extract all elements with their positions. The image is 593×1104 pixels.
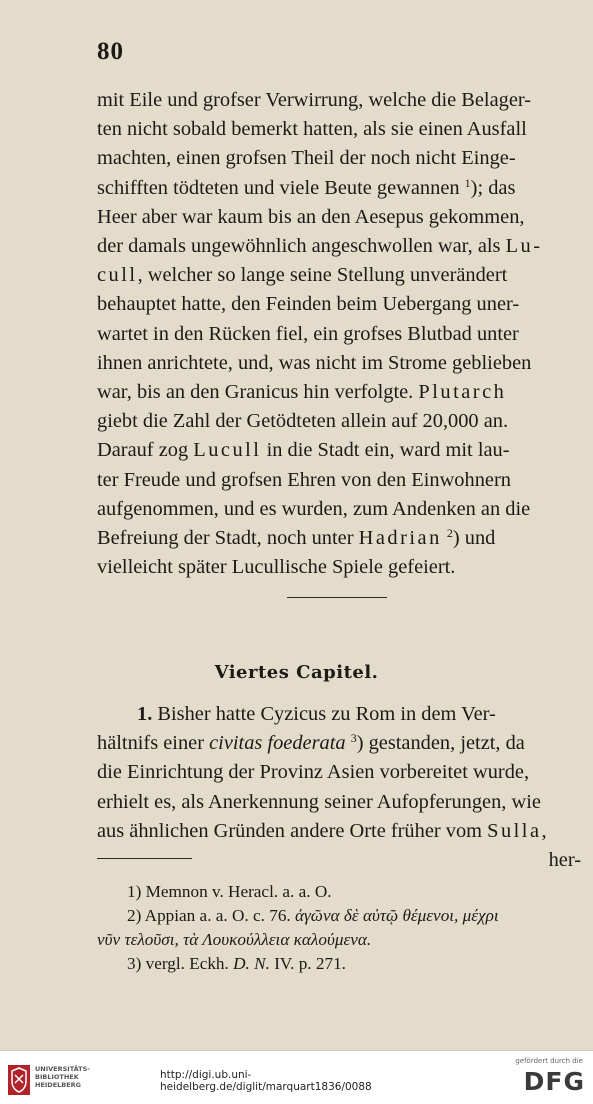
viewer-footer (0, 1050, 593, 1104)
text-line: schifften tödteten und viele Beute gewannen $^1$); das (97, 175, 516, 199)
footnote-3: 3) vergl. Eckh. D. N. IV. p. 271. (127, 954, 346, 973)
footnote-ref-2: 2 (446, 526, 453, 541)
text-line: die Einrichtung der Provinz Asien vorbereitet wurde, (97, 761, 530, 784)
library-name[interactable]: UNIVERSITÄTS- BIBLIOTHEK HEIDELBERG (35, 1065, 90, 1089)
text-line: Befreiung der Stadt, noch unter Hadrian $^2$) und (97, 526, 496, 550)
text-line: ter Freude und grofsen Ehren von den Einwohnern (97, 468, 511, 491)
university-library-logo-icon[interactable] (8, 1065, 30, 1095)
footnote-ref-1: 1 (464, 175, 471, 190)
text-line: wartet in den Rücken fiel, ein grofses Blutbad unter (97, 322, 519, 345)
text-line: vielleicht später Lucullische Spiele gefeiert. (97, 556, 456, 579)
text-line: her- (548, 849, 581, 872)
text-line: giebt die Zahl der Getödteten allein auf 20,000 an. (97, 410, 509, 433)
page-number: 80 (97, 38, 124, 65)
dfg-logo[interactable]: DFG (523, 1067, 585, 1096)
footnotes (97, 880, 581, 976)
text-line: ihnen anrichtete, und, was nicht im Strome geblieben (97, 351, 532, 374)
footnote-1: 1) Memnon v. Heracl. a. a. O. (127, 882, 332, 901)
text-line: Darauf zog Lucull in die Stadt ein, ward mit lau- (97, 439, 510, 462)
text-line: Heer aber war kaum bis an den Aesepus gekommen, (97, 205, 525, 228)
text-line: aufgenommen, und es wurden, zum Andenken an die (97, 497, 531, 520)
paragraph-1 (97, 86, 581, 582)
text-line: ten nicht sobald bemerkt hatten, als sie einen Ausfall (97, 118, 527, 141)
text-line: der damals ungewöhnlich angeschwollen war, als Lu- (97, 235, 543, 258)
text-line: behauptet hatte, den Feinden beim Uebergang uner- (97, 293, 520, 316)
footnote-divider (97, 858, 192, 859)
text-line: cull, welcher so lange seine Stellung unverändert (97, 264, 508, 287)
chapter-heading: Viertes Capitel. (214, 662, 379, 683)
section-divider (287, 597, 387, 598)
text-line: erhielt es, als Anerkennung seiner Aufopferungen, wie (97, 790, 541, 813)
text-line: hältnifs einer civitas foederata $^3$) gestanden, jetzt, da (97, 731, 525, 755)
text-line: aus ähnlichen Gründen andere Orte früher vom Sulla, (97, 819, 547, 842)
footnote-ref-3: 3 (350, 731, 357, 746)
footnote-2: 2) Appian a. a. O. c. 76. ἀγῶνα δὲ αὐτῷ θέμενοι, μέχρι (127, 906, 499, 925)
text-line: war, bis an den Granicus hin verfolgte. Plutarch (97, 381, 507, 404)
text-line: machten, einen grofsen Theil der noch nicht Einge- (97, 147, 516, 170)
text-line: mit Eile und grofser Verwirrung, welche die Belager- (97, 89, 532, 111)
footnote-2-continued: νῦν τελοῦσι, τὰ Λουκούλλεια καλούμενα. (97, 930, 372, 949)
paragraph-2 (97, 700, 581, 875)
text-line: 1. Bisher hatte Cyzicus zu Rom in dem Ver- (137, 703, 496, 725)
permalink-url[interactable]: http://digi.ub.uni-heidelberg.de/diglit/marquart1836/0088 (160, 1069, 372, 1093)
funding-label: gefördert durch die (515, 1057, 583, 1065)
